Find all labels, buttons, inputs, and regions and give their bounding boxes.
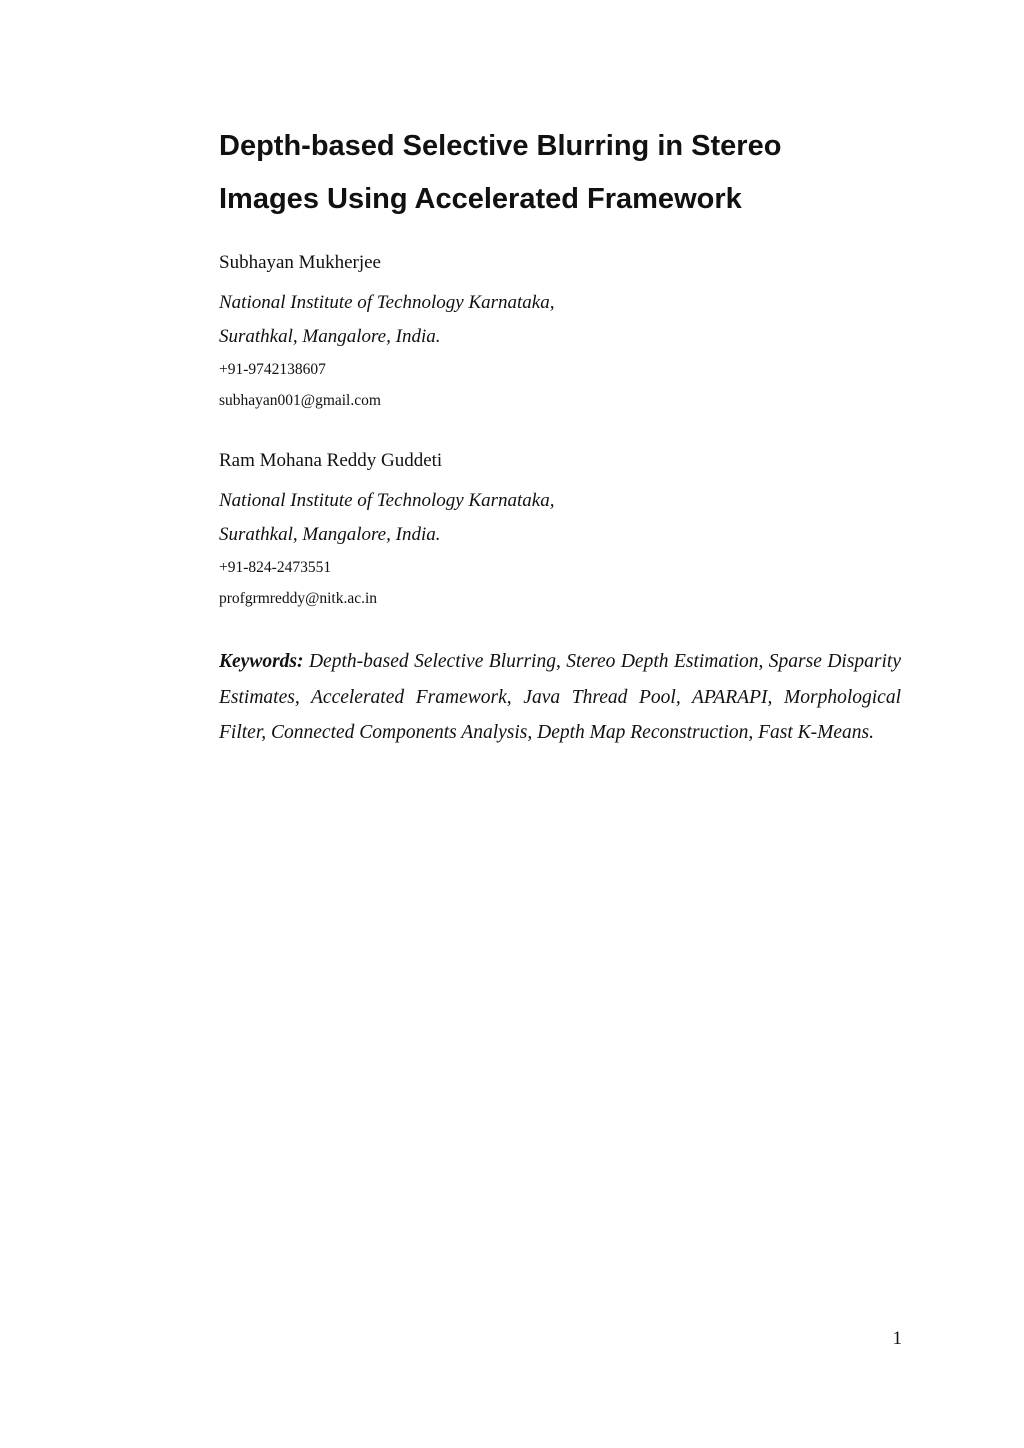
title-line-1: Depth-based Selective Blurring in Stereo <box>219 130 782 162</box>
paper-content <box>219 120 901 751</box>
author-name: Ram Mohana Reddy Guddeti <box>219 450 443 471</box>
author-email: subhayan001@gmail.com <box>219 392 381 409</box>
title-line-2: Images Using Accelerated Framework <box>219 183 742 215</box>
author-email: profgrmreddy@nitk.ac.in <box>219 590 378 607</box>
author-affiliation-line-2: Surathkal, Mangalore, India. <box>219 524 441 545</box>
author-name: Subhayan Mukherjee <box>219 252 381 273</box>
author-phone: +91-824-2473551 <box>219 559 332 576</box>
author-affiliation-line-1: National Institute of Technology Karnataka, <box>219 292 555 313</box>
keywords-text: Depth-based Selective Blurring, Stereo Depth Estimation, Sparse Disparity Estimates, Accelerated Framework, Java Thread Pool, APARAPI, Morphological Filter, Connected Components Analysis, Depth Map Reconstruction, Fast K-Means. <box>219 651 901 743</box>
author-phone: +91-9742138607 <box>219 361 326 378</box>
author-affiliation-line-2: Surathkal, Mangalore, India. <box>219 326 441 347</box>
author-block-2 <box>219 450 901 614</box>
keywords-label: Keywords: <box>219 651 304 672</box>
author-affiliation-line-1: National Institute of Technology Karnataka, <box>219 490 555 511</box>
paper-title <box>219 120 901 226</box>
keywords-paragraph <box>219 644 901 751</box>
page-number: 1 <box>892 1328 902 1349</box>
author-block-1 <box>219 252 901 416</box>
